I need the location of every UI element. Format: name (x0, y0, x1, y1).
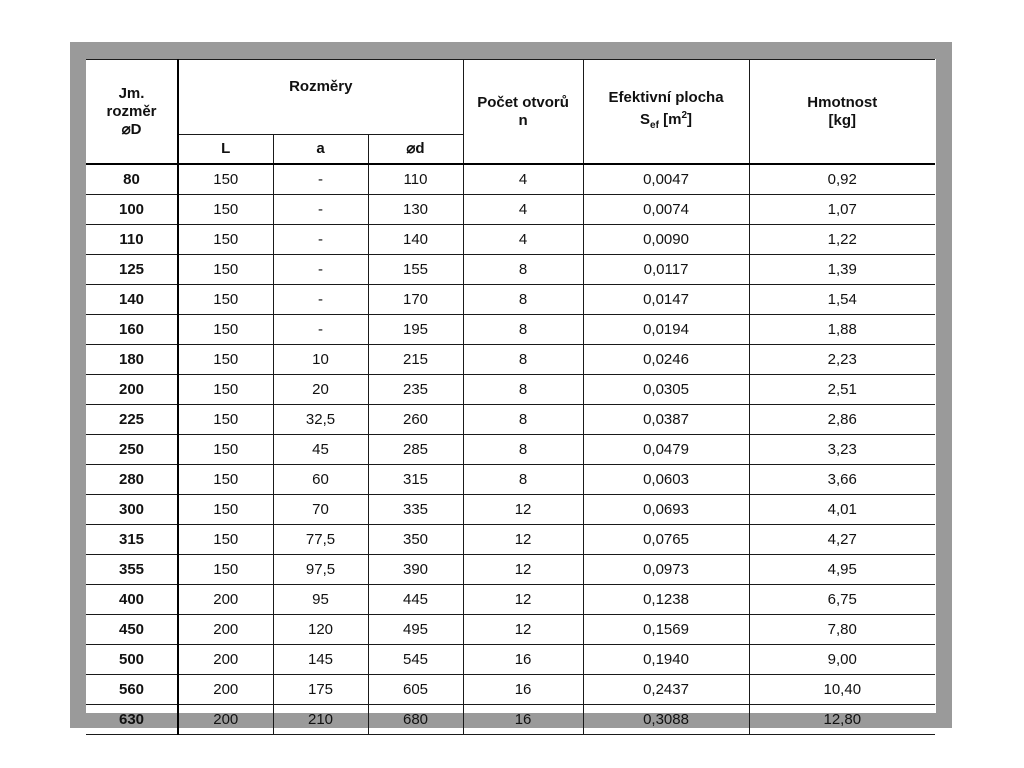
cell-S: 0,0479 (583, 435, 749, 465)
cell-a: 210 (273, 705, 368, 735)
cell-L: 150 (178, 555, 273, 585)
cell-d: 390 (368, 555, 463, 585)
header-hmotnost: Hmotnost [kg] (749, 60, 935, 165)
cell-D: 80 (86, 164, 178, 195)
cell-L: 200 (178, 645, 273, 675)
cell-m: 2,86 (749, 405, 935, 435)
table-row (86, 405, 935, 435)
cell-m: 2,51 (749, 375, 935, 405)
cell-a: 32,5 (273, 405, 368, 435)
cell-D: 300 (86, 495, 178, 525)
cell-S: 0,2437 (583, 675, 749, 705)
cell-d: 445 (368, 585, 463, 615)
cell-S: 0,0090 (583, 225, 749, 255)
cell-n: 16 (463, 645, 583, 675)
cell-D: 125 (86, 255, 178, 285)
cell-a: 175 (273, 675, 368, 705)
cell-m: 3,23 (749, 435, 935, 465)
cell-n: 8 (463, 465, 583, 495)
table-frame (70, 42, 952, 728)
cell-L: 150 (178, 375, 273, 405)
cell-L: 150 (178, 315, 273, 345)
header-pocet-otvoru: Počet otvorů n (463, 60, 583, 165)
cell-d: 130 (368, 195, 463, 225)
table-row (86, 465, 935, 495)
cell-L: 200 (178, 615, 273, 645)
cell-S: 0,1569 (583, 615, 749, 645)
cell-n: 8 (463, 345, 583, 375)
cell-L: 150 (178, 255, 273, 285)
cell-d: 545 (368, 645, 463, 675)
header-efektivni-plocha: Efektivní plocha $S_{ef}$ $[m^2]$ (583, 60, 749, 165)
cell-m: 9,00 (749, 645, 935, 675)
cell-S: 0,0074 (583, 195, 749, 225)
cell-d: 195 (368, 315, 463, 345)
cell-S: 0,0117 (583, 255, 749, 285)
cell-D: 280 (86, 465, 178, 495)
cell-S: 0,1940 (583, 645, 749, 675)
table-row (86, 345, 935, 375)
cell-L: 150 (178, 465, 273, 495)
cell-d: 155 (368, 255, 463, 285)
cell-D: 315 (86, 525, 178, 555)
cell-m: 4,27 (749, 525, 935, 555)
table-row (86, 675, 935, 705)
cell-D: 200 (86, 375, 178, 405)
cell-L: 150 (178, 345, 273, 375)
cell-S: 0,0693 (583, 495, 749, 525)
cell-D: 180 (86, 345, 178, 375)
cell-m: 3,66 (749, 465, 935, 495)
cell-D: 160 (86, 315, 178, 345)
cell-m: 1,39 (749, 255, 935, 285)
cell-a: 145 (273, 645, 368, 675)
cell-d: 680 (368, 705, 463, 735)
cell-n: 4 (463, 225, 583, 255)
cell-D: 355 (86, 555, 178, 585)
cell-a: 60 (273, 465, 368, 495)
cell-n: 12 (463, 525, 583, 555)
cell-d: 260 (368, 405, 463, 435)
cell-n: 12 (463, 495, 583, 525)
table-row (86, 525, 935, 555)
cell-n: 16 (463, 705, 583, 735)
header-L: L (178, 135, 273, 165)
table-row (86, 495, 935, 525)
cell-a: 120 (273, 615, 368, 645)
cell-L: 150 (178, 164, 273, 195)
cell-a: - (273, 195, 368, 225)
cell-a: - (273, 164, 368, 195)
cell-L: 150 (178, 225, 273, 255)
cell-a: 10 (273, 345, 368, 375)
cell-L: 200 (178, 675, 273, 705)
cell-a: - (273, 315, 368, 345)
cell-S: 0,0387 (583, 405, 749, 435)
cell-n: 12 (463, 555, 583, 585)
cell-L: 150 (178, 285, 273, 315)
cell-d: 335 (368, 495, 463, 525)
cell-S: 0,0047 (583, 164, 749, 195)
table-row (86, 645, 935, 675)
cell-L: 150 (178, 495, 273, 525)
dimensions-table (86, 59, 935, 735)
cell-m: 0,92 (749, 164, 935, 195)
table-row (86, 375, 935, 405)
cell-m: 1,88 (749, 315, 935, 345)
cell-S: 0,0194 (583, 315, 749, 345)
cell-d: 215 (368, 345, 463, 375)
cell-m: 2,23 (749, 345, 935, 375)
cell-L: 150 (178, 195, 273, 225)
table-area (86, 59, 936, 728)
cell-n: 8 (463, 375, 583, 405)
cell-d: 495 (368, 615, 463, 645)
cell-m: 1,54 (749, 285, 935, 315)
cell-m: 12,80 (749, 705, 935, 735)
cell-d: 315 (368, 465, 463, 495)
cell-n: 12 (463, 585, 583, 615)
cell-n: 4 (463, 164, 583, 195)
cell-S: 0,0603 (583, 465, 749, 495)
cell-D: 500 (86, 645, 178, 675)
cell-L: 150 (178, 405, 273, 435)
cell-n: 8 (463, 405, 583, 435)
cell-L: 150 (178, 435, 273, 465)
table-row (86, 164, 935, 195)
cell-L: 150 (178, 525, 273, 555)
table-row (86, 195, 935, 225)
cell-a: 77,5 (273, 525, 368, 555)
cell-a: - (273, 285, 368, 315)
cell-D: 250 (86, 435, 178, 465)
cell-m: 6,75 (749, 585, 935, 615)
table-row (86, 705, 935, 735)
table-row (86, 585, 935, 615)
cell-d: 235 (368, 375, 463, 405)
cell-D: 110 (86, 225, 178, 255)
cell-m: 1,22 (749, 225, 935, 255)
cell-D: 630 (86, 705, 178, 735)
cell-a: 45 (273, 435, 368, 465)
cell-d: 140 (368, 225, 463, 255)
cell-m: 7,80 (749, 615, 935, 645)
cell-S: 0,0973 (583, 555, 749, 585)
cell-n: 4 (463, 195, 583, 225)
header-d: ⌀d (368, 135, 463, 165)
cell-S: 0,0147 (583, 285, 749, 315)
cell-a: 70 (273, 495, 368, 525)
table-row (86, 285, 935, 315)
cell-D: 450 (86, 615, 178, 645)
cell-D: 225 (86, 405, 178, 435)
cell-a: 97,5 (273, 555, 368, 585)
cell-D: 100 (86, 195, 178, 225)
header-a: a (273, 135, 368, 165)
cell-d: 170 (368, 285, 463, 315)
cell-n: 8 (463, 315, 583, 345)
table-row (86, 255, 935, 285)
cell-L: 200 (178, 585, 273, 615)
table-row (86, 555, 935, 585)
cell-D: 400 (86, 585, 178, 615)
cell-n: 8 (463, 285, 583, 315)
table-row (86, 315, 935, 345)
cell-S: 0,0765 (583, 525, 749, 555)
cell-m: 4,95 (749, 555, 935, 585)
cell-S: 0,0246 (583, 345, 749, 375)
cell-a: 20 (273, 375, 368, 405)
table-row (86, 225, 935, 255)
cell-n: 8 (463, 435, 583, 465)
cell-n: 8 (463, 255, 583, 285)
cell-d: 285 (368, 435, 463, 465)
cell-m: 4,01 (749, 495, 935, 525)
cell-L: 200 (178, 705, 273, 735)
table-row (86, 435, 935, 465)
cell-D: 140 (86, 285, 178, 315)
cell-d: 350 (368, 525, 463, 555)
cell-S: 0,3088 (583, 705, 749, 735)
table-row (86, 615, 935, 645)
cell-D: 560 (86, 675, 178, 705)
cell-a: - (273, 225, 368, 255)
cell-m: 10,40 (749, 675, 935, 705)
cell-S: 0,0305 (583, 375, 749, 405)
header-jm-rozmer: Jm. rozměr ⌀D (86, 60, 178, 165)
header-rozmery: Rozměry (178, 60, 463, 135)
cell-m: 1,07 (749, 195, 935, 225)
cell-n: 12 (463, 615, 583, 645)
cell-S: 0,1238 (583, 585, 749, 615)
cell-a: - (273, 255, 368, 285)
cell-d: 110 (368, 164, 463, 195)
cell-d: 605 (368, 675, 463, 705)
cell-n: 16 (463, 675, 583, 705)
cell-a: 95 (273, 585, 368, 615)
